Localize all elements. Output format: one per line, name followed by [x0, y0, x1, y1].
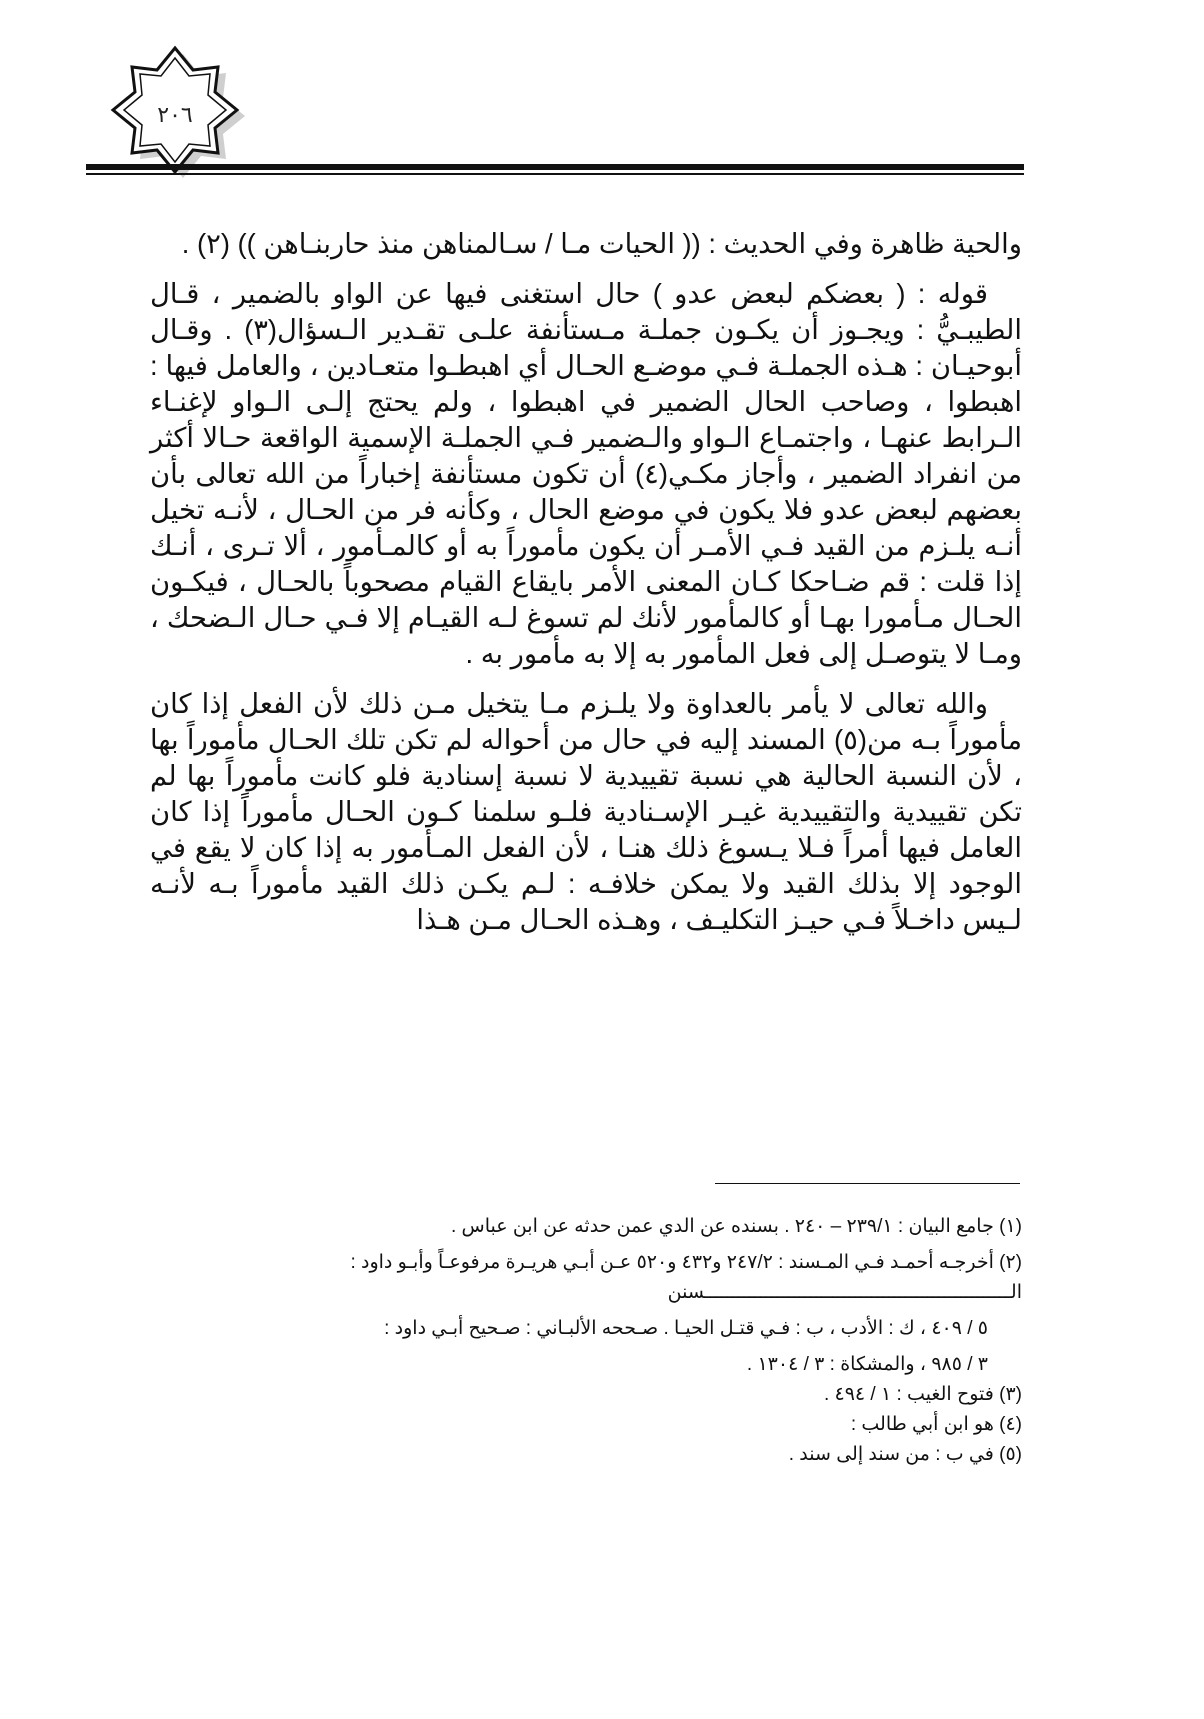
footnote-continuation: ٥ / ٤٠٩ ، ك : الأدب ، ب : فـي قتـل الحيـا . صـححه الألبـاني : صـحيح أبـي داود :	[384, 1318, 988, 1339]
footnote: (١) جامع البيان : ٢٣٩/١ – ٢٤٠ . بسنده عن الدي عمن حدثه عن ابن عباس .	[450, 1216, 1022, 1237]
paragraph: والله تعالى لا يأمر بالعداوة ولا يلـزم مـا يتخيل مـن ذلك لأن الفعل إذا كان مأموراً بـه من(٥) المسند إليه في حال من أحواله لم تكن تلك الحـال مأموراً بها ، لأن النسبة الحالية هي نسبة تقييدية لا نسبة إسنادية فلو كانت مأموراً بها لم تكن تقييدية والتقييدية غيـر الإسـنادية فلـو سلمنا كـون الحـال مأموراً إذا كان العامل فيها أمراً فـلا يـسوغ ذلك هنـا ، لأن الفعل المـأمور به إذا كان لا يقع في الوجود إلا بذلك القيد ولا يمكن خلافـه : لـم يكـن ذلك القيد مأموراً بـه لأنـه لـيس داخـلاً فـي حيـز التكليـف ، وهـذه الحـال مـن هـذا	[150, 688, 1022, 935]
header-rule-thin	[86, 173, 1024, 175]
footnote: (٤) هو ابن أبي طالب :	[850, 1414, 1022, 1435]
page-number: ٢٠٦	[157, 102, 193, 128]
footnotes	[150, 1206, 1022, 1470]
footnote-continuation: ٣ / ٩٨٥ ، والمشكاة : ٣ / ١٣٠٤ .	[746, 1354, 988, 1375]
footnote: (٥) في ب : من سند إلى سند .	[788, 1444, 1022, 1465]
header-rule	[86, 164, 1024, 170]
main-text	[150, 226, 1022, 952]
footnote-separator	[715, 1183, 1020, 1184]
paragraph: قوله : ( بعضكم لبعض عدو ) حال استغنى فيها عن الواو بالضمير ، قـال الطيبـيُّ : ويجـوز أن يكـون جملـة مـستأنفة علـى تقـدير الـسؤال(٣) . وقـال أبوحيـان : هـذه الجملـة فـي موضـع الحـال أي اهبطـوا متعـادين ، والعامل فيها : اهبطوا ، وصاحب الحال الضمير في اهبطوا ، ولم يحتج إلـى الـواو لإغنـاء الـرابط عنهـا ، واجتمـاع الـواو والـضمير فـي الجملـة الإسمية الواقعة حـالا أكثر من انفراد الضمير ، وأجاز مكـي(٤) أن تكون مستأنفة إخباراً من الله تعالى بأن بعضهم لبعض عدو فلا يكون في موضع الحال ، وكأنه فر من الحـال ، لأنـه تخيل أنـه يلـزم من القيد فـي الأمـر أن يكون مأموراً به أو كالمـأمور ، ألا تـرى ، أنـك إذا قلت : قم ضـاحكا كـان المعنى الأمر بايقاع القيام مصحوباً بالحـال ، فيكـون الحـال مـأمورا بهـا أو كالمأمور لأنك لم تسوغ لـه القيـام إلا فـي حـال الـضحك ، ومـا لا يتوصـل إلى فعل المأمور به إلا به مأمور به .	[150, 278, 1023, 669]
paragraph: والحية ظاهرة وفي الحديث : (( الحيات مـا / سـالمناهن منذ حاربنـاهن )) (٢) .	[181, 228, 1022, 259]
footnote: (٣) فتوح الغيب : ١ / ٤٩٤ .	[823, 1384, 1022, 1405]
footnote: (٢) أخرجـه أحمـد فـي المـسند : ٢٤٧/٢ و٤٣٢ و٥٢٠ عـن أبـي هريـرة مرفوعـاً وأبـو داود : الـــــــــــــــــــــــــــــــــــــــــــــــــــــــسنن	[350, 1252, 1022, 1303]
